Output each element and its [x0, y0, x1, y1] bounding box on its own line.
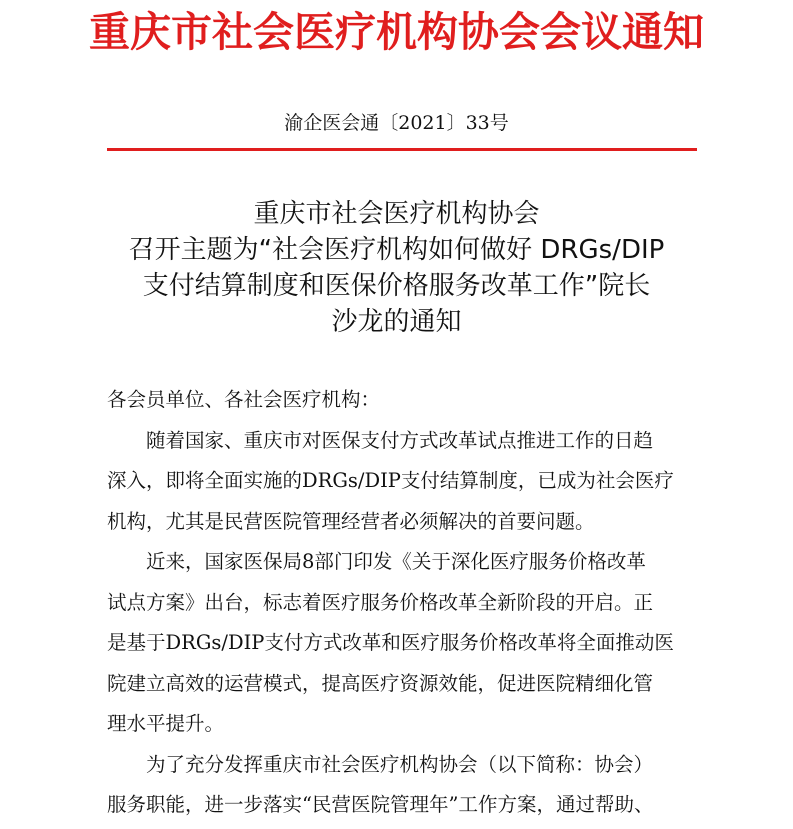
notice-title-line: 沙龙的通知	[331, 307, 462, 337]
paragraph-line: 院建立高效的运营模式，提高医疗资源效能，促进医院精细化管	[107, 671, 654, 695]
paragraph-line: 试点方案》出台，标志着医疗服务价格改革全新阶段的开启。正	[107, 590, 654, 614]
salutation: 各会员单位、各社会医疗机构：	[107, 388, 381, 411]
paragraph	[107, 421, 695, 543]
notice-title-line: 召开主题为“社会医疗机构如何做好 DRGs/DIP	[128, 235, 665, 265]
paragraph-line: 近来，国家医保局8部门印发《关于深化医疗服务价格改革	[146, 550, 646, 573]
notice-title-line: 支付结算制度和医保价格服务改革工作”院长	[142, 271, 651, 301]
document-number: 渝企医会通〔2021〕33号	[284, 112, 509, 134]
paragraph	[107, 542, 695, 745]
document-header-title: 重庆市社会医疗机构协会会议通知	[89, 8, 704, 56]
notice-body	[107, 380, 695, 826]
paragraph-line: 深入，即将全面实施的DRGs/DIP支付结算制度，已成为社会医疗	[107, 469, 674, 492]
paragraph-line: 随着国家、重庆市对医保支付方式改革试点推进工作的日趋	[146, 428, 654, 452]
paragraph-line: 机构，尤其是民营医院管理经营者必须解决的首要问题。	[107, 509, 595, 533]
paragraph-line: 为了充分发挥重庆市社会医疗机构协会（以下简称：协会）	[146, 752, 654, 776]
red-divider	[107, 148, 697, 151]
notice-title	[0, 196, 793, 340]
paragraph-line: 理水平提升。	[107, 712, 225, 735]
paragraph	[107, 745, 695, 826]
paragraph-line: 服务职能，进一步落实“民营医院管理年”工作方案，通过帮助、	[107, 793, 654, 816]
notice-title-line: 重庆市社会医疗机构协会	[253, 199, 540, 229]
paragraph-line: 是基于DRGs/DIP支付方式改革和医疗服务价格改革将全面推动医	[107, 631, 674, 654]
